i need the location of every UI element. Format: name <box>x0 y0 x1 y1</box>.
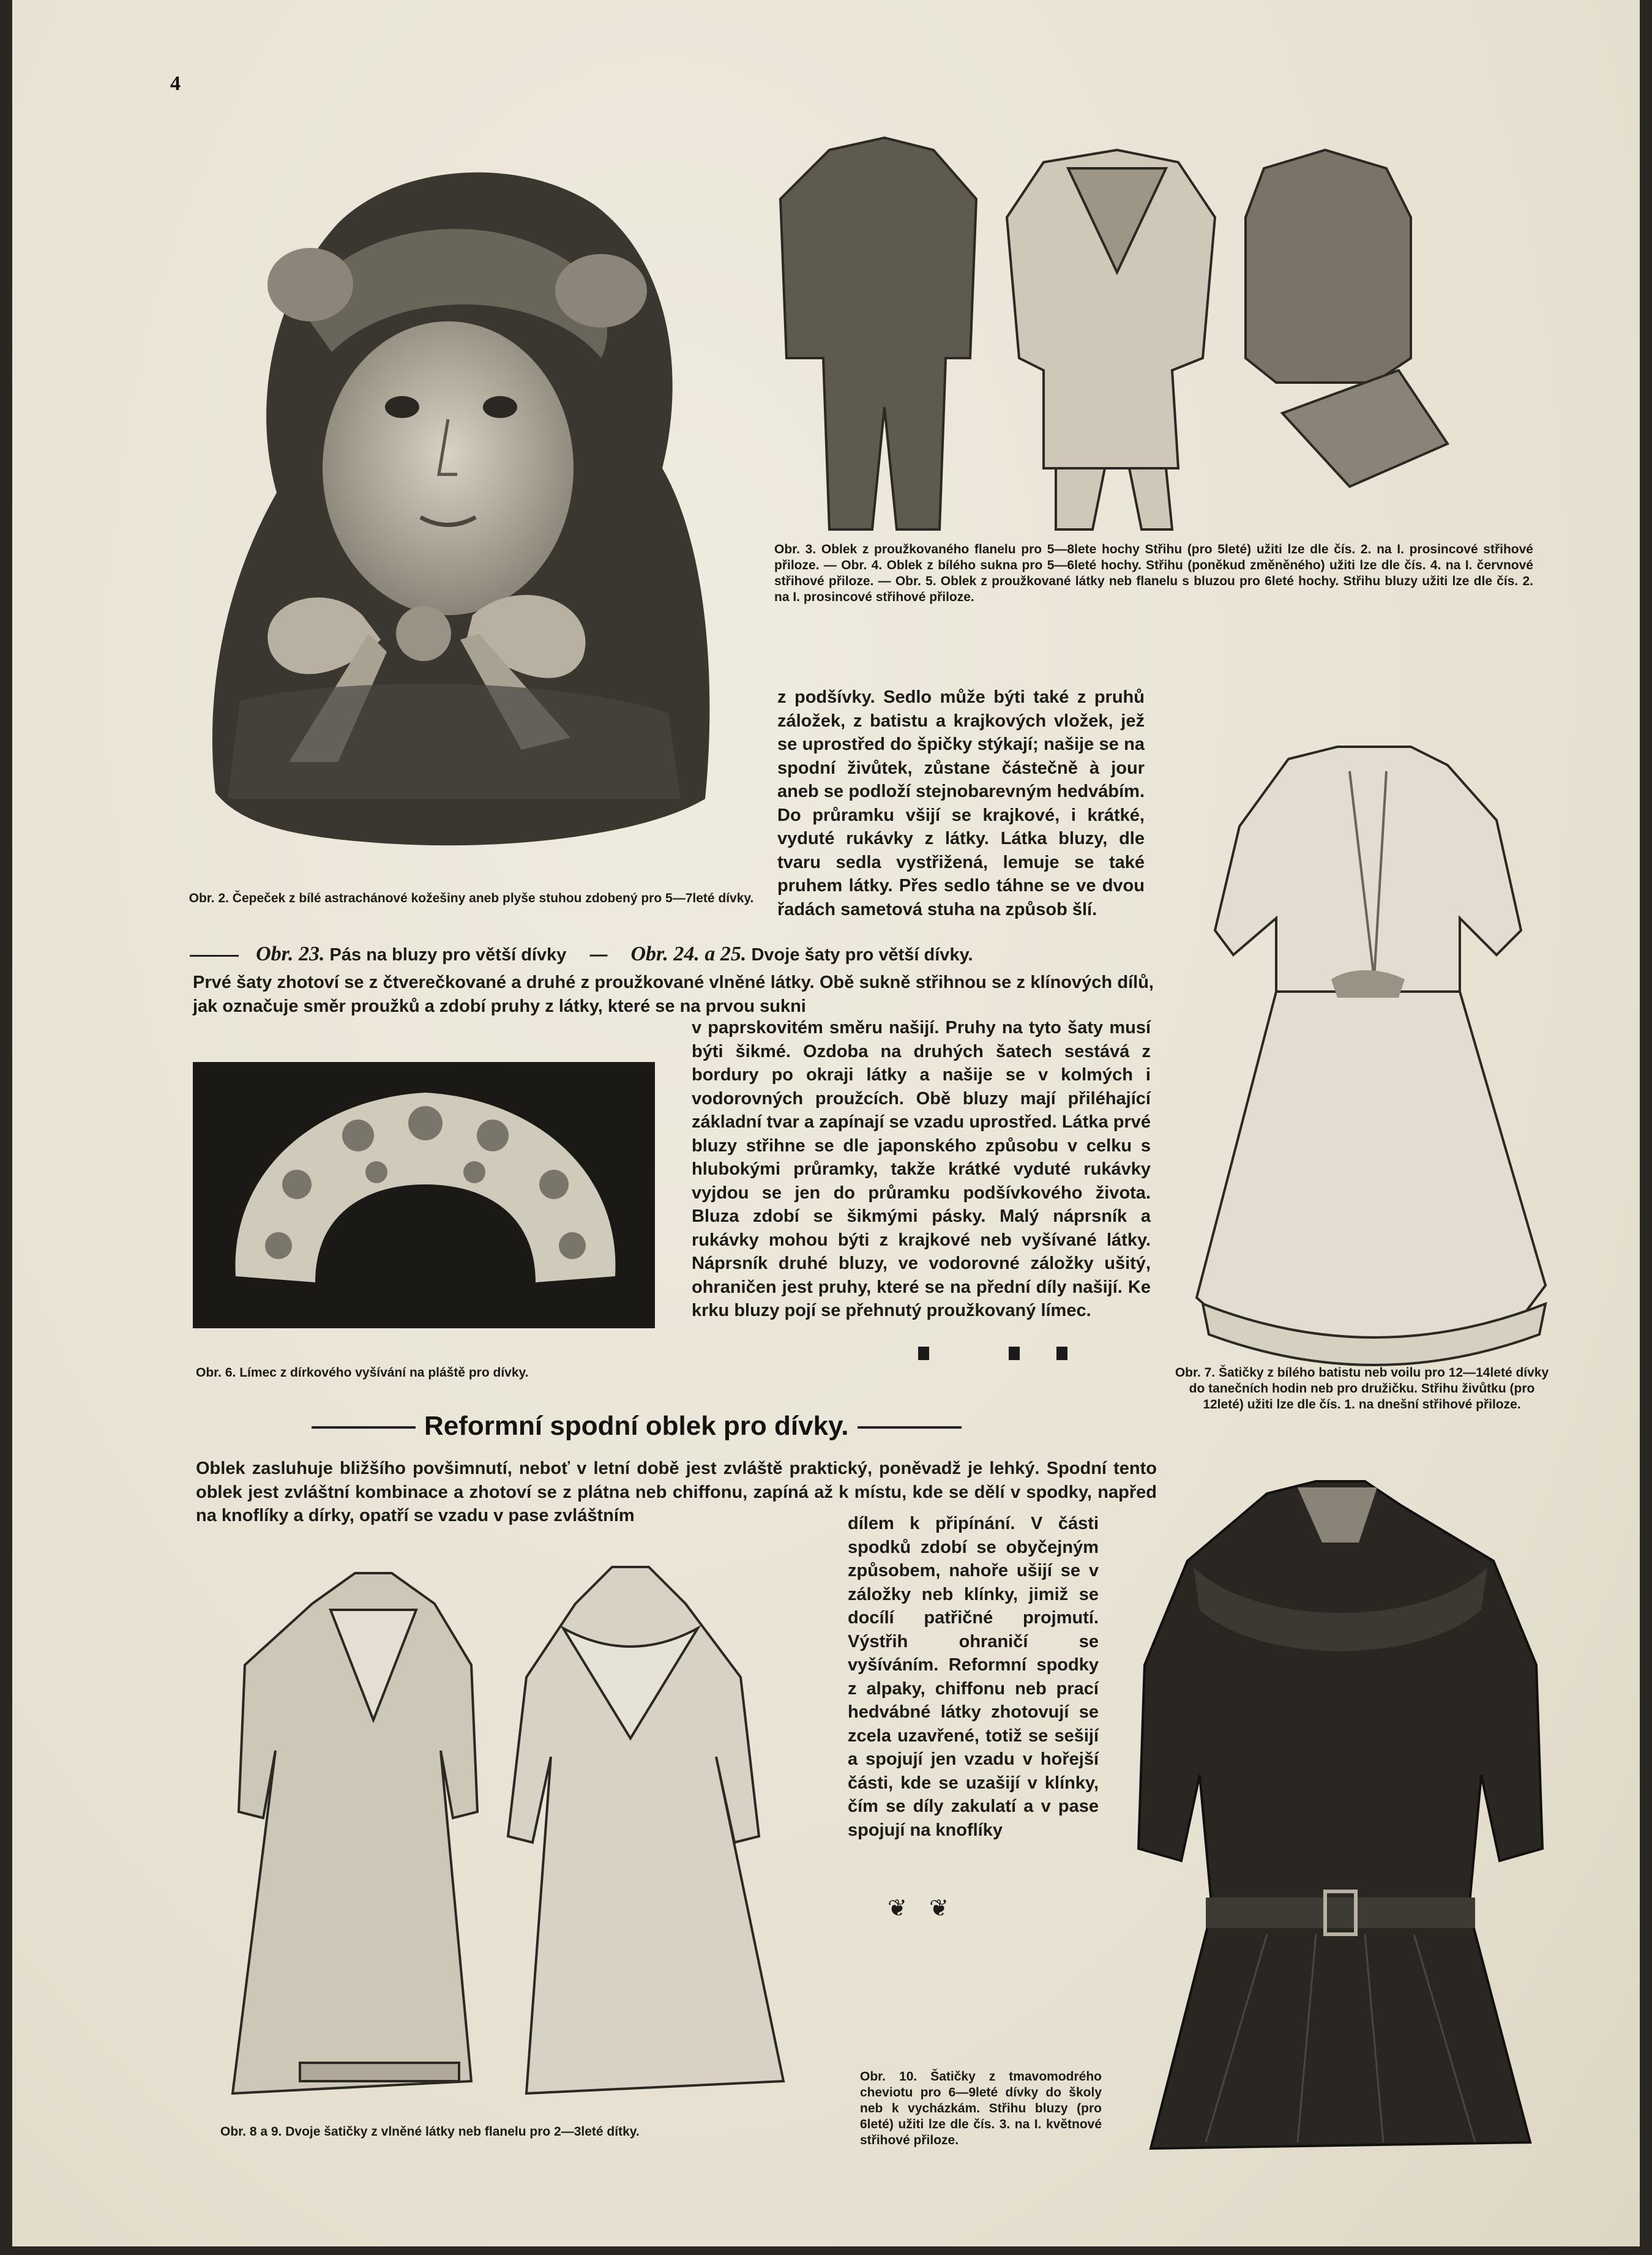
caption-obr8-9: Obr. 8 a 9. Dvoje šatičky z vlněné látky neb flanelu pro 2—3leté dítky. <box>220 2125 640 2139</box>
boys-suits-illustration <box>774 125 1527 542</box>
page-number: 4 <box>170 72 181 95</box>
obr24-label: Obr. 24. a 25. <box>630 943 747 965</box>
girl-bonnet-illustration <box>179 150 717 866</box>
column-text-a: z podšívky. Sedlo může býti také z pruhů záložek, z batistu a krajkových vložek, jež se uprostřed do špičky stýkají; našije se na spodní živůtek, zůstane částečně à jour aneb se podloží stejnobarevným hedvábím. Do průramku všijí se krajkové, i krátké, vyduté rukávky z látky. Látka bluzy, dle tvaru sedla vystřižená, lemuje se také pruhem látky. Přes sedlo táhne se ve dvou řadách sametová stuha na způsob šlí. <box>777 687 1145 919</box>
dark-dress-illustration <box>1114 1469 1567 2161</box>
dash: — <box>589 945 608 965</box>
ornament-squares <box>851 1347 1092 1363</box>
two-dresses-illustration <box>208 1555 820 2118</box>
white-dress-illustration <box>1178 735 1564 1371</box>
wide-text-a: Prvé šaty zhotoví se z čtverečkované a druhé z proužkované vlněné látky. Obě sukně střihnou se z klínových dílů, jak označuje směr proužků a zdobí pruhy z látky, které se na prvou sukni <box>193 973 1154 1016</box>
column-text-b: v paprskovitém směru našijí. Pruhy na tyto šaty musí býti šikmé. Ozdoba na druhých šatech sestává z bordury po okraji látky a našije se v kolmých i vodorovných proužcích. Obě bluzy mají přiléhající základní tvar a zapínají se vzadu uprostřed. Látka prvé bluzy střihne se dle japonského způsobu v celku s hlubokými průramky, takže krátké vyduté rukávky vyjdou se jen do průramku podšívkového života. Bluza zdobí se šikmými pásky. Malý náprsník a rukávky mohou býti z krajkové neb vyšívané látky. Náprsník druhé bluzy, ve vodorovné záložky ušitý, ohraničen jest pruhy, které se na přední díly našijí. Ke krku bluzy pojí se přehnutý proužkovaný límec. <box>692 1018 1151 1320</box>
ornament-fleurons: ❦ ❦ <box>888 1894 949 1921</box>
column-text-c: dílem k připínání. V části spodků zdobí se obyčejným způsobem, nahoře ušijí se v záložky neb klínky, jimiž se docílí patřičné projmutí. Výstřih ohraničí se vyšíváním. Reformní spodky z alpaky, chiffonu neb prací hedvábné látky zhotovují se zcela uzavřené, totiž se sešijí a spojují jen vzadu v hořejší části, kde se uzašijí v klínky, čím se díly zakulatí a v pase spojují na knoflíky <box>848 1514 1099 1840</box>
obr23-line <box>190 943 1145 966</box>
section-heading: Reformní spodní oblek pro dívky. <box>303 1411 970 1442</box>
caption-obr6: Obr. 6. Límec z dírkového vyšívání na pláště pro dívky. <box>196 1366 529 1380</box>
caption-obr10: Obr. 10. Šatičky z tmavomodrého cheviotu pro 6—9leté dívky do školy neb k vycházkám. Střihu bluzy (pro 6leté) užiti lze dle čís. 3. na I. květnové střihové přiloze. <box>860 2070 1102 2147</box>
obr23-text: Pás na bluzy pro větší dívky <box>329 945 567 965</box>
caption-obr3-5: Obr. 3. Oblek z proužkovaného flanelu pro 5—8lete hochy Střihu (pro 5leté) užiti lze dle čís. 2. na I. prosincové střihové přiloze. — Obr. 4. Oblek z bílého sukna pro 5—6leté hochy. Střihu (poněkud změněného) užiti lze dle čís. 4. na I. červnové střihové přiloze. — Obr. 5. Oblek z proužkované látky neb flanelu s bluzou pro 6leté hochy. Střihu bluzy užiti lze dle čís. 2. na I. prosincové střihové přiloze. <box>774 542 1533 604</box>
obr23-label: Obr. 23. <box>256 943 325 965</box>
caption-obr2: Obr. 2. Čepeček z bílé astrachánové kožešiny aneb plyše stuhou zdobený pro 5—7leté dívky. <box>189 891 754 905</box>
lace-collar-illustration <box>193 1062 655 1328</box>
obr24-text: Dvoje šaty pro větší dívky. <box>751 945 973 965</box>
magazine-page <box>12 0 1640 2246</box>
wide-text-b: Oblek zasluhuje bližšího povšimnutí, neboť v letní době jest zvláště praktický, poněvadž je lehký. Spodní tento oblek jest zvláštní kombinace a zhotoví se z plátna neb chiffonu, zapíná až k místu, kde se dělí v spodky, napřed na knoflíky a dírky, opatří se vzadu v pase zvláštním <box>196 1459 1157 1525</box>
caption-obr7: Obr. 7. Šatičky z bílého batistu neb voilu pro 12—14leté dívky do tanečních hodin neb pro družičku. Střihu živůtku (pro 12leté) užiti lze dle čís. 1. na dnešní střihové přiloze. <box>1175 1366 1549 1412</box>
